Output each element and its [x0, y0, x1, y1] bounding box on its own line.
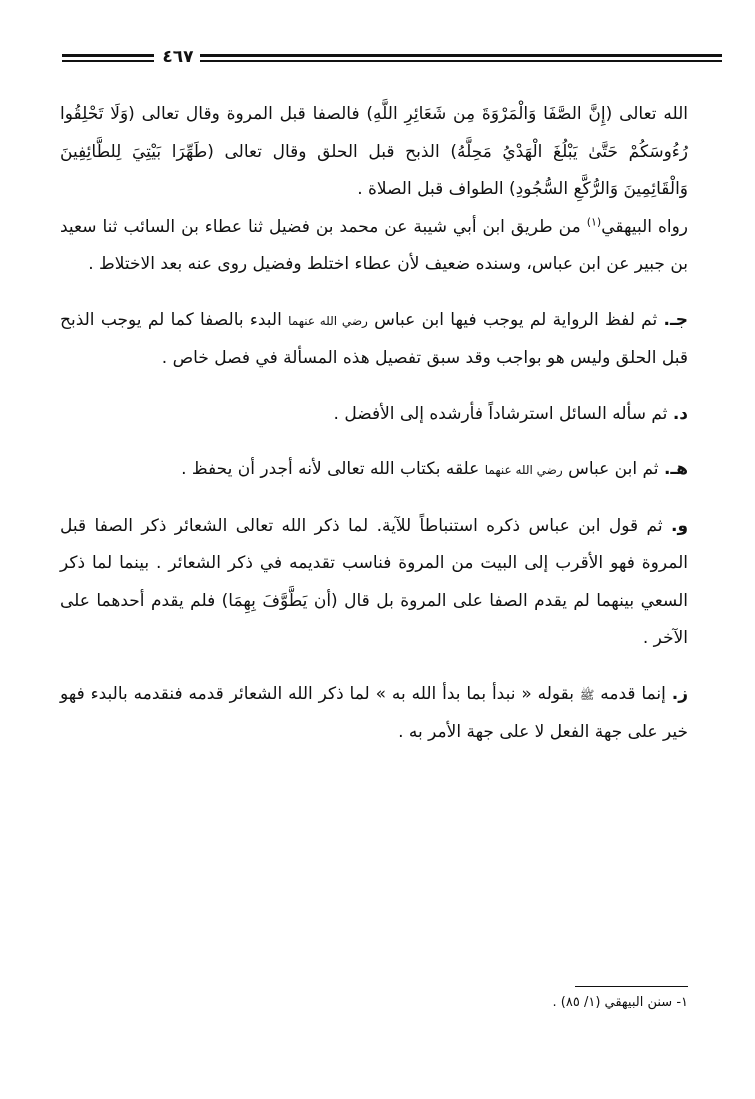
- paragraph-zay: [60, 676, 688, 752]
- text-line: علقه بكتاب الله تعالى لأنه أجدر أن يحفظ .: [181, 459, 480, 479]
- paragraph-jim: [60, 302, 688, 378]
- paragraph-label: ز.: [671, 683, 688, 704]
- paragraph-bayhaqi: [60, 209, 688, 284]
- paragraph-waw: [60, 508, 688, 658]
- text-lead: رواه البيهقي: [601, 216, 688, 237]
- text-line: لِلطَّائِفِينَ وَالْقَائِمِينَ وَالرُّكَّعِ السُّجُودِ) الطواف قبل الصلاة .: [60, 141, 688, 199]
- paragraph-label: هـ.: [663, 459, 688, 479]
- page-header: [62, 49, 722, 69]
- paragraph-ha: [60, 451, 688, 490]
- footnote-reference[interactable]: (١): [586, 214, 602, 228]
- text-line: الذبح قبل الحلق وليس هو بواجب وقد سبق تفصيل هذه المسألة في فصل: [60, 309, 688, 368]
- page-number: ٤٦٧: [162, 47, 194, 67]
- text-line: ثم ابن عباس: [568, 459, 659, 479]
- text-line: إنما قدمه: [600, 683, 666, 704]
- text-line: ثم قول ابن عباس ذكره استنباطاً للآية. لما ذكر الله تعالى الشعائر ذكر الصفا: [94, 515, 663, 536]
- text-line: ثنا سعيد بن جبير عن ابن عباس، وسنده ضعيف لأن عطاء اختلط وفضيل: [60, 216, 688, 274]
- text-line: تَحْلِقُوا رُءُوسَكُمْ حَتَّىٰ يَبْلُغَ الْهَدْيُ مَحِلَّهُ) الذبح قبل الحلق وقال تعالى (طَهِّرَا بَيْتِيَ: [60, 104, 688, 162]
- paragraph-label: د.: [672, 403, 688, 424]
- honorific-glyph: رضي الله عنهما: [484, 463, 563, 477]
- honorific-glyph: رضي الله عنهما: [288, 313, 368, 328]
- text-line: يقدم أحدهما على الآخر .: [60, 590, 688, 648]
- text-line: من طريق ابن أبي شيبة عن محمد بن فضيل ثنا عطاء بن السائب: [123, 216, 581, 237]
- text-line: روى عنه بعد الاختلاط .: [88, 254, 248, 274]
- text-line: البدء بالصفا كما لم يوجب: [100, 309, 282, 330]
- header-rule-left: [62, 54, 154, 62]
- paragraph-label: جـ.: [663, 309, 689, 330]
- footnote-divider: [575, 986, 688, 987]
- paragraph-dal: [60, 396, 688, 434]
- header-rule-right: [200, 54, 722, 62]
- paragraph-quran-evidence: [60, 96, 688, 209]
- text-line: خاص .: [161, 348, 209, 368]
- text-line: الله تعالى (إِنَّ الصَّفَا وَالْمَرْوَةَ مِن شَعَائِرِ اللَّهِ) فالصفا قبل المروة وقال تعالى (وَلَا: [110, 104, 688, 124]
- text-line: بقوله « نبدأ بما بدأ الله به » لما ذكر الله الشعائر قدمه فنقدمه: [133, 683, 575, 704]
- paragraph-label: و.: [670, 515, 689, 536]
- text-line: ثم لفظ الرواية لم يوجب فيها ابن عباس: [374, 309, 658, 330]
- text-line: بالبدء فهو خير على جهة الفعل لا على جهة الأمر به .: [60, 683, 688, 742]
- footnote: ١- سنن البيهقي (١/ ٨٥) .: [552, 995, 688, 1010]
- body-text: [60, 96, 688, 752]
- text-line: ثم سأله السائل استرشاداً فأرشده إلى الأفضل .: [333, 403, 668, 424]
- text-line: قبل المروة فهو الأقرب إلى البيت من المروة فناسب تقديمه في ذكر الشعائر .: [60, 515, 688, 573]
- text-line: بينما لما ذكر السعي بينهما لم يقدم الصفا على المروة بل قال (أن يَطَّوَّفَ بِهِمَا) فلم: [60, 553, 689, 611]
- honorific-glyph: ﷺ: [579, 687, 595, 702]
